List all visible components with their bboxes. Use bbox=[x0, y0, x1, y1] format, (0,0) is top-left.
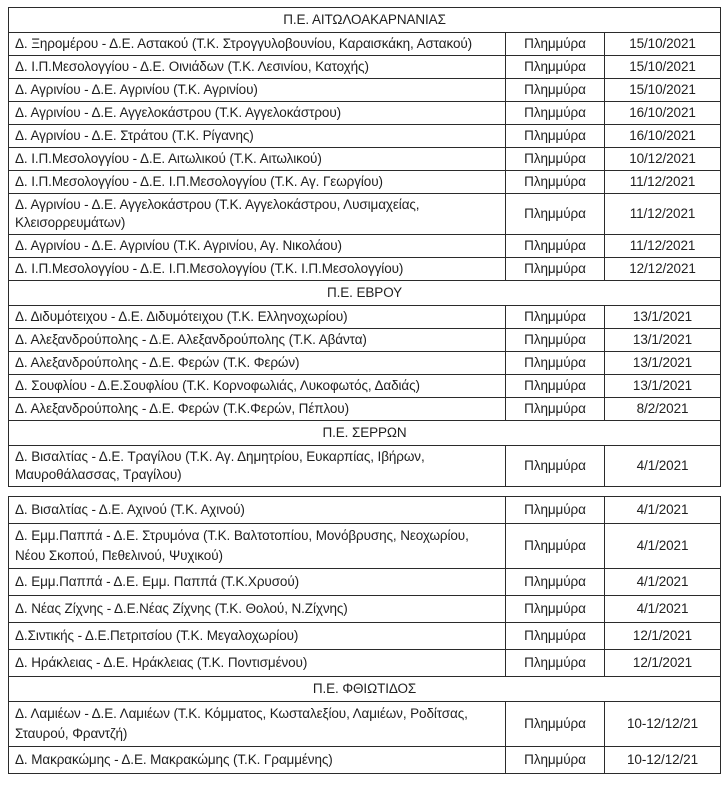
date-cell: 11/12/2021 bbox=[605, 235, 721, 258]
flood-events-table-2 bbox=[8, 496, 721, 774]
flood-events-table-2-body bbox=[9, 497, 721, 774]
table-row bbox=[9, 446, 721, 487]
area-cell: Δ. Αγρινίου - Δ.Ε. Αγρινίου (Τ.Κ. Αγρινίου) bbox=[9, 79, 506, 102]
area-cell: Δ. Αγρινίου - Δ.Ε. Αγγελοκάστρου (Τ.Κ. Αγγελοκάστρου) bbox=[9, 102, 506, 125]
table-row bbox=[9, 56, 721, 79]
event-cell: Πλημμύρα bbox=[506, 375, 605, 398]
event-cell: Πλημμύρα bbox=[506, 235, 605, 258]
date-cell: 10-12/12/21 bbox=[605, 747, 721, 774]
date-cell: 4/1/2021 bbox=[605, 569, 721, 596]
table-row bbox=[9, 398, 721, 421]
area-cell: Δ. Διδυμότειχου - Δ.Ε. Διδυμότειχου (Τ.Κ. Ελληνοχωρίου) bbox=[9, 306, 506, 329]
event-cell: Πλημμύρα bbox=[506, 171, 605, 194]
area-cell: Δ. Ι.Π.Μεσολογγίου - Δ.Ε. Αιτωλικού (Τ.Κ. Αιτωλικού) bbox=[9, 148, 506, 171]
flood-events-table-1-body bbox=[9, 8, 721, 487]
date-cell: 13/1/2021 bbox=[605, 329, 721, 352]
date-cell: 12/1/2021 bbox=[605, 650, 721, 677]
table-row bbox=[9, 747, 721, 774]
table-row bbox=[9, 650, 721, 677]
date-cell: 13/1/2021 bbox=[605, 375, 721, 398]
date-cell: 4/1/2021 bbox=[605, 497, 721, 524]
event-cell: Πλημμύρα bbox=[506, 33, 605, 56]
area-cell: Δ. Μακρακώμης - Δ.Ε. Μακρακώμης (Τ.Κ. Γραμμένης) bbox=[9, 747, 506, 774]
table-row bbox=[9, 235, 721, 258]
area-cell: Δ. Αλεξανδρούπολης - Δ.Ε. Αλεξανδρούπολης (Τ.Κ. Αβάντα) bbox=[9, 329, 506, 352]
event-cell: Πλημμύρα bbox=[506, 352, 605, 375]
flood-events-table-1 bbox=[8, 7, 721, 487]
section-header: Π.Ε. ΦΘΙΩΤΙΔΟΣ bbox=[9, 677, 721, 702]
table-row bbox=[9, 194, 721, 235]
table-row bbox=[9, 497, 721, 524]
area-cell: Δ. Αγρινίου - Δ.Ε. Αγρινίου (Τ.Κ. Αγρινίου, Αγ. Νικολάου) bbox=[9, 235, 506, 258]
section-header-row bbox=[9, 677, 721, 702]
area-cell: Δ. Εμμ.Παππά - Δ.Ε. Στρυμόνα (Τ.Κ. Βαλτοτοπίου, Μονόβρυσης, Νεοχωρίου, Νέου Σκοπού, Πεθελινού, Ψυχικού) bbox=[9, 524, 506, 569]
section-header-row bbox=[9, 421, 721, 446]
area-cell: Δ. Ι.Π.Μεσολογγίου - Δ.Ε. Ι.Π.Μεσολογγίου (Τ.Κ. Ι.Π.Μεσολογγίου) bbox=[9, 258, 506, 281]
event-cell: Πλημμύρα bbox=[506, 148, 605, 171]
table-row bbox=[9, 329, 721, 352]
area-cell: Δ. Σουφλίου - Δ.Ε.Σουφλίου (Τ.Κ. Κορνοφωλιάς, Λυκοφωτός, Δαδιάς) bbox=[9, 375, 506, 398]
date-cell: 10-12/12/21 bbox=[605, 702, 721, 747]
event-cell: Πλημμύρα bbox=[506, 398, 605, 421]
event-cell: Πλημμύρα bbox=[506, 194, 605, 235]
event-cell: Πλημμύρα bbox=[506, 596, 605, 623]
date-cell: 16/10/2021 bbox=[605, 102, 721, 125]
table-row bbox=[9, 524, 721, 569]
event-cell: Πλημμύρα bbox=[506, 258, 605, 281]
event-cell: Πλημμύρα bbox=[506, 747, 605, 774]
table-row bbox=[9, 569, 721, 596]
area-cell: Δ. Λαμιέων - Δ.Ε. Λαμιέων (Τ.Κ. Κόμματος, Κωσταλεξίου, Λαμιέων, Ροδίτσας, Σταυρού, Φραντζή) bbox=[9, 702, 506, 747]
area-cell: Δ. Ι.Π.Μεσολογγίου - Δ.Ε. Οινιάδων (Τ.Κ. Λεσινίου, Κατοχής) bbox=[9, 56, 506, 79]
area-cell: Δ. Ξηρομέρου - Δ.Ε. Αστακού (Τ.Κ. Στρογγυλοβουνίου, Καραισκάκη, Αστακού) bbox=[9, 33, 506, 56]
date-cell: 11/12/2021 bbox=[605, 194, 721, 235]
area-cell: Δ. Βισαλτίας - Δ.Ε. Τραγίλου (Τ.Κ. Αγ. Δημητρίου, Ευκαρπίας, Ιβήρων, Μαυροθάλασσας, Τραγίλου) bbox=[9, 446, 506, 487]
table-row bbox=[9, 623, 721, 650]
area-cell: Δ. Ι.Π.Μεσολογγίου - Δ.Ε. Ι.Π.Μεσολογγίου (Τ.Κ. Αγ. Γεωργίου) bbox=[9, 171, 506, 194]
date-cell: 16/10/2021 bbox=[605, 125, 721, 148]
event-cell: Πλημμύρα bbox=[506, 702, 605, 747]
table-row bbox=[9, 375, 721, 398]
event-cell: Πλημμύρα bbox=[506, 56, 605, 79]
date-cell: 13/1/2021 bbox=[605, 306, 721, 329]
table-row bbox=[9, 306, 721, 329]
date-cell: 8/2/2021 bbox=[605, 398, 721, 421]
section-header: Π.Ε. ΣΕΡΡΩΝ bbox=[9, 421, 721, 446]
date-cell: 12/12/2021 bbox=[605, 258, 721, 281]
area-cell: Δ. Νέας Ζίχνης - Δ.Ε.Νέας Ζίχνης (Τ.Κ. Θολού, Ν.Ζίχνης) bbox=[9, 596, 506, 623]
event-cell: Πλημμύρα bbox=[506, 497, 605, 524]
event-cell: Πλημμύρα bbox=[506, 623, 605, 650]
event-cell: Πλημμύρα bbox=[506, 125, 605, 148]
table-row bbox=[9, 125, 721, 148]
event-cell: Πλημμύρα bbox=[506, 306, 605, 329]
date-cell: 10/12/2021 bbox=[605, 148, 721, 171]
area-cell: Δ.Σιντικής - Δ.Ε.Πετριτσίου (Τ.Κ. Μεγαλοχωρίου) bbox=[9, 623, 506, 650]
date-cell: 11/12/2021 bbox=[605, 171, 721, 194]
table-row bbox=[9, 79, 721, 102]
area-cell: Δ. Ηράκλειας - Δ.Ε. Ηράκλειας (Τ.Κ. Ποντισμένου) bbox=[9, 650, 506, 677]
date-cell: 4/1/2021 bbox=[605, 524, 721, 569]
area-cell: Δ. Αλεξανδρούπολης - Δ.Ε. Φερών (Τ.Κ. Φερών) bbox=[9, 352, 506, 375]
table-row bbox=[9, 258, 721, 281]
table-row bbox=[9, 352, 721, 375]
area-cell: Δ. Αλεξανδρούπολης - Δ.Ε. Φερών (Τ.Κ.Φερών, Πέπλου) bbox=[9, 398, 506, 421]
event-cell: Πλημμύρα bbox=[506, 79, 605, 102]
area-cell: Δ. Βισαλτίας - Δ.Ε. Αχινού (Τ.Κ. Αχινού) bbox=[9, 497, 506, 524]
event-cell: Πλημμύρα bbox=[506, 446, 605, 487]
table-row bbox=[9, 33, 721, 56]
section-header-row bbox=[9, 8, 721, 33]
date-cell: 12/1/2021 bbox=[605, 623, 721, 650]
table-row bbox=[9, 596, 721, 623]
table-row bbox=[9, 148, 721, 171]
table-row bbox=[9, 702, 721, 747]
event-cell: Πλημμύρα bbox=[506, 102, 605, 125]
event-cell: Πλημμύρα bbox=[506, 329, 605, 352]
event-cell: Πλημμύρα bbox=[506, 650, 605, 677]
date-cell: 15/10/2021 bbox=[605, 79, 721, 102]
date-cell: 4/1/2021 bbox=[605, 596, 721, 623]
event-cell: Πλημμύρα bbox=[506, 569, 605, 596]
event-cell: Πλημμύρα bbox=[506, 524, 605, 569]
table-row bbox=[9, 102, 721, 125]
date-cell: 15/10/2021 bbox=[605, 56, 721, 79]
table-row bbox=[9, 171, 721, 194]
section-header: Π.Ε. ΕΒΡΟΥ bbox=[9, 281, 721, 306]
section-header: Π.Ε. ΑΙΤΩΛΟΑΚΑΡΝΑΝΙΑΣ bbox=[9, 8, 721, 33]
date-cell: 4/1/2021 bbox=[605, 446, 721, 487]
section-header-row bbox=[9, 281, 721, 306]
area-cell: Δ. Αγρινίου - Δ.Ε. Στράτου (Τ.Κ. Ρίγανης) bbox=[9, 125, 506, 148]
area-cell: Δ. Εμμ.Παππά - Δ.Ε. Εμμ. Παππά (Τ.Κ.Χρυσού) bbox=[9, 569, 506, 596]
date-cell: 15/10/2021 bbox=[605, 33, 721, 56]
date-cell: 13/1/2021 bbox=[605, 352, 721, 375]
area-cell: Δ. Αγρινίου - Δ.Ε. Αγγελοκάστρου (Τ.Κ. Αγγελοκάστρου, Λυσιμαχείας, Κλεισορρευμάτων) bbox=[9, 194, 506, 235]
